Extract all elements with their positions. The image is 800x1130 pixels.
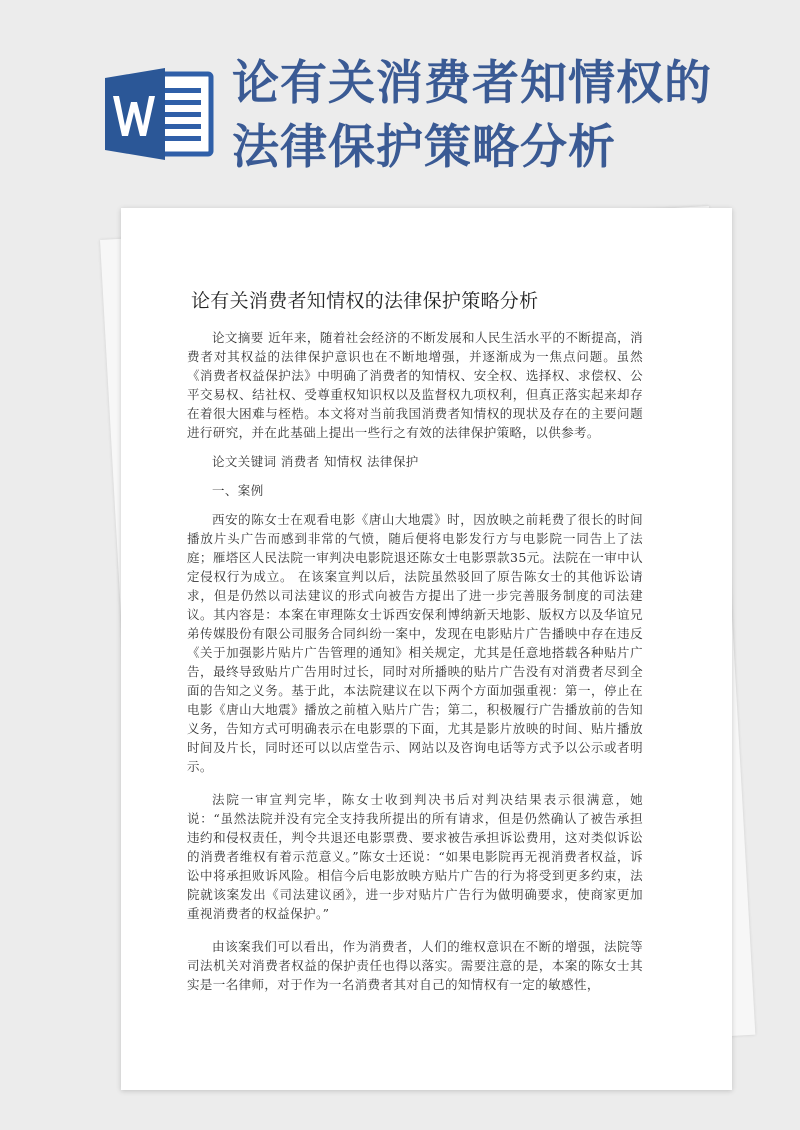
body-paragraph: 由该案我们可以看出，作为消费者，人们的维权意识在不断的增强，法院等司法机关对消费者权益的保护责任也得以落实。需要注意的是，本案的陈女士其实是一名律师，对于作为一名消费者其对自己的知情权有一定的敏感性，: [187, 939, 643, 992]
banner-title-line1: 论有关消费者知情权的: [232, 56, 712, 111]
keywords-paragraph: 论文关键词 消费者 知情权 法律保护: [212, 454, 419, 469]
banner-title-line2: 法律保护策略分析: [232, 120, 616, 175]
document-page: [121, 208, 732, 1090]
body-paragraph: 法院一审宣判完毕，陈女士收到判决书后对判决结果表示很满意，她说：“虽然法院并没有完全支持我所提出的所有请求，但是仍然确认了被告承担违约和侵权责任，判令共退还电影票费、要求被告承担诉讼费用，这对类似诉讼的消费者维权有着示范意义。”陈女士还说：“如果电影院再无视消费者权益，诉讼中将承担败诉风险。相信今后电影放映方贴片广告的行为将受到更多约束，法院就该案发出《司法建议函》，进一步对贴片广告行为做明确要求，使商家更加重视消费者的权益保护。”: [187, 792, 643, 921]
body-paragraph: 西安的陈女士在观看电影《唐山大地震》时，因放映之前耗费了很长的时间播放片头广告而感到非常的气愤，随后便将电影发行方与电影院一同告上了法庭；雁塔区人民法院一审判决电影院退还陈女士电影票款35元。法院在一审中认定侵权行为成立。 在该案宣判以后，法院虽然驳回了原告陈女士的其他诉讼请求，但是仍然以司法建议的形式向被告方提出了进一步完善服务制度的司法建议。其内容是：本案在审理陈女士诉西安保利博纳新天地影、版权方以及华谊兄弟传媒股份有限公司服务合同纠纷一案中，发现在电影贴片广告播映中存在违反《关于加强影片贴片广告管理的通知》相关规定，尤其是任意地搭载各种贴片广告，最终导致贴片广告用时过长，同时对所播映的贴片广告没有对消费者尽到全面的告知之义务。基于此，本法院建议在以下两个方面加强重视：第一，停止在电影《唐山大地震》播放之前植入贴片广告；第二，积极履行广告播放前的告知义务，告知方式可明确表示在电影票的下面，尤其是影片放映的时间、贴片播放时间及片长，同时还可以以店堂告示、网站以及咨询电话等方式予以公示或者明示。: [187, 512, 643, 774]
document-heading: 论有关消费者知情权的法律保护策略分析: [191, 290, 539, 312]
banner-title: [232, 52, 792, 180]
abstract-paragraph: 论文摘要 近年来，随着社会经济的不断发展和人民生活水平的不断提高，消费者对其权益的法律保护意识也在不断地增强，并逐渐成为一焦点问题。虽然《消费者权益保护法》中明确了消费者的知情权、安全权、选择权、求偿权、公平交易权、结社权、受尊重权知识权以及监督权九项权利，但真正落实起来却存在着很大困难与桎梏。本文将对当前我国消费者知情权的现状及存在的主要问题进行研究，并在此基础上提出一些行之有效的法律保护策略，以供参考。: [187, 330, 643, 440]
word-document-icon: [103, 66, 215, 162]
document-body: [187, 328, 643, 994]
section-heading: 一、案例: [212, 483, 264, 498]
